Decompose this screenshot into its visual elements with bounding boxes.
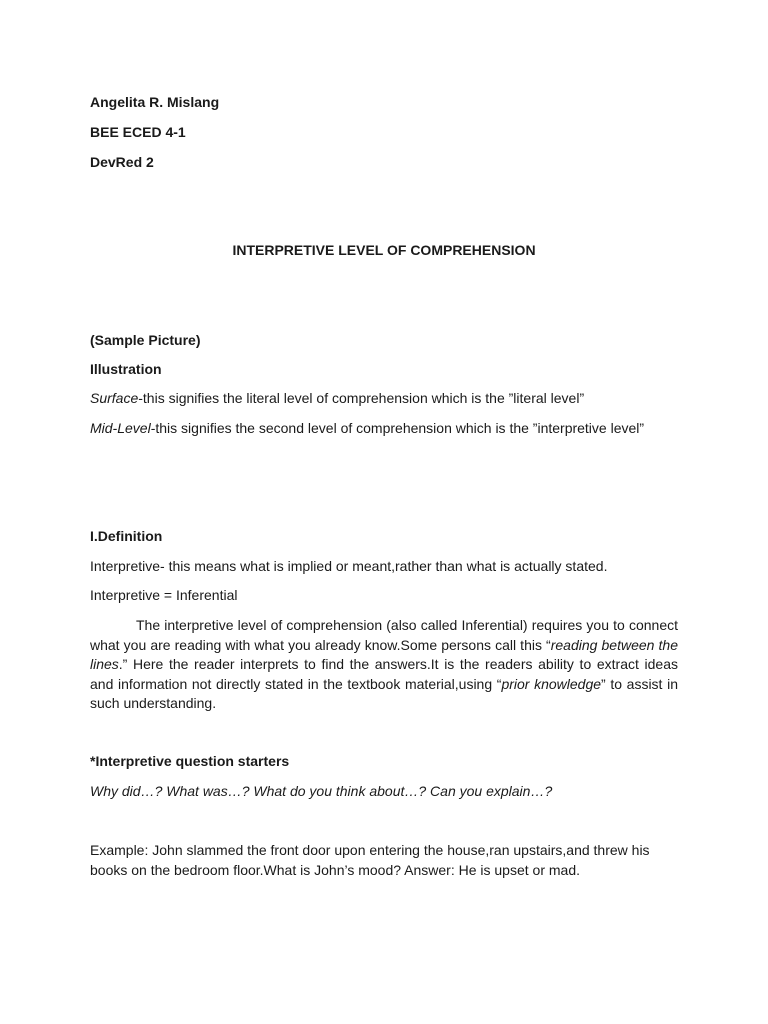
surface-definition [90, 389, 584, 408]
paragraph-emphasis-2: prior knowledge [501, 675, 602, 692]
paragraph-emphasis-1: reading between the lines [90, 636, 679, 672]
definition-line-1: Interpretive- this means what is implied or meant,rather than what is actually stated. [90, 558, 608, 574]
author-name: Angelita R. Mislang [90, 94, 220, 110]
paragraph-part-b: .” Here the reader interprets to find the answers.It is the readers ability to extract ideas and information not directly stated in the textbook material,using “ [90, 656, 678, 692]
definition-paragraph [90, 616, 678, 714]
question-starters [90, 782, 552, 801]
surface-text: -this signifies the literal level of comprehension which is the ”literal level” [138, 390, 585, 406]
document-title: INTERPRETIVE LEVEL OF COMPREHENSION [232, 242, 536, 258]
mid-level-term: Mid-Level [90, 420, 151, 436]
definition-heading: I.Definition [90, 528, 163, 544]
mid-level-text: -this signifies the second level of comprehension which is the ”interpretive level” [150, 420, 645, 436]
question-starters-text: Why did…? What was…? What do you think about…? Can you explain…? [90, 783, 553, 799]
paragraph-part-a: The interpretive level of comprehension (also called Inferential) requires you to connect what you are reading with what you already know.Some persons call this “ [90, 617, 678, 653]
surface-term: Surface [90, 390, 139, 406]
paragraph-part-c: ” to assist in such understanding. [90, 675, 678, 711]
mid-level-definition [90, 419, 650, 439]
sample-picture-label: (Sample Picture) [90, 332, 201, 348]
illustration-heading: Illustration [90, 361, 162, 377]
starters-heading: *Interpretive question starters [90, 753, 290, 769]
definition-line-2: Interpretive = Inferential [90, 587, 238, 603]
course-section: BEE ECED 4-1 [90, 124, 186, 140]
example-paragraph: Example: John slammed the front door upon entering the house,ran upstairs,and threw his books on the bedroom floor.What is John’s mood? Answer: He is upset or mad. [90, 842, 650, 878]
subject-name: DevRed 2 [90, 154, 154, 170]
